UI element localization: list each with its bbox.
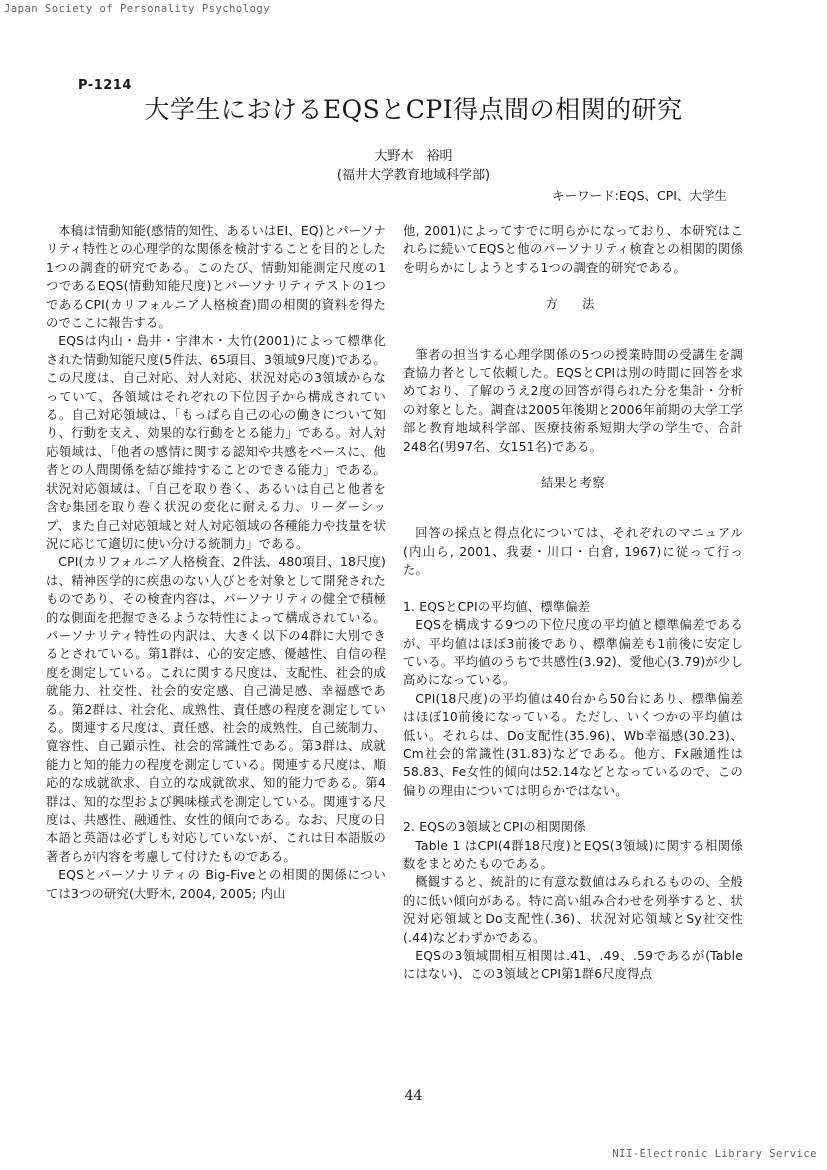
section2-paragraph: Table 1 はCPI(4群18尺度)とEQS(3領域)に関する相関係数をまとめたものである。 [403, 838, 743, 871]
continued-paragraph: 他, 2001)によってすでに明らかになっており、本研究はこれらに続いてEQSと他のパーソナリティ検査との相関的関係を明らかにしようとする1つの調査的研究である。 [403, 224, 743, 275]
section1-heading: 1. EQSとCPIの平均値、標準偏差 [403, 599, 591, 614]
results-heading: 結果と考察 [541, 476, 605, 491]
section1-paragraph: EQSを構成する9つの下位尺度の平均値と標準偏差であるが、平均値はほぼ3前後であり、標準偏差も1前後に安定している。平均値のうちで共感性(3.92)、愛他心(3.79)が少し高めになっている。 [403, 618, 743, 688]
section2-heading: 2. EQSの3領域とCPIの相関関係 [403, 820, 586, 835]
left-column [46, 222, 386, 903]
intro-paragraph: 本稿は情動知能(感情的知性、あるいはEI、EQ)とパーソナリティ特性との心理学的な関係を検討することを目的とした1つの調査的研究である。このたび、情動知能測定尺度の1つであるEQS(情動知能尺度)とパーソナリティテストの1つであるCPI(カリフォルニア人格検査)間の相関的資料を得たのでここに報告する。 [46, 224, 386, 331]
results-paragraph: 回答の採点と得点化については、それぞれのマニュアル(内山ら, 2001、我妻・川口・白倉, 1967)に従って行った。 [403, 526, 743, 578]
section2-paragraph: 概観すると、統計的に有意な数値はみられるものの、全般的に低い傾向がある。特に高い組み合わせを列挙すると、状況対応領域とDo支配性(.36)、状況対応領域とSy社交性(.44)などわずかである。 [403, 875, 743, 945]
cpi-paragraph: CPI(カリフォルニア人格検査、2件法、480項目、18尺度)は、精神医学的に疾患のない人びとを対象として開発されたものであり、その検査内容は、パーソナリティの健全で積極的な側面を把握できるような特性によって構成されている。パーソナリティ特性の内訳は、大きく以下の4群に大別できるとされている。第1群は、心的安定感、優越性、自信の程度を測定している。これに関する尺度は、支配性、社会的成就能力、社交性、社会的安定感、自己満足感、幸福感である。第2群は、社会化、成熟性、責任感の程度を測定している。関連する尺度は、責任感、社会的成熟性、自己統制力、寛容性、自己顕示性、社会的常識性である。第3群は、成就能力と知的能力の程度を測定している。関連する尺度は、順応的な成就欲求、自立的な成就欲求、知的能力である。第4群は、知的な型および興味様式を測定している。関連する尺度は、共感性、融通性、女性的傾向である。なお、尺度の日本語と英語は必ずしも対応していないが、これは日本語版の著者らが内容を考慮して付けたものである。 [46, 555, 386, 864]
nii-footer: NII-Electronic Library Service [612, 1148, 817, 1160]
society-header: Japan Society of Personality Psychology [4, 3, 271, 15]
section1-paragraph: CPI(18尺度)の平均値は40台から50台にあり、標準偏差はほぼ10前後になっている。ただし、いくつかの平均値は低い。それらは、Do支配性(35.96)、Wb幸福感(30.23)、Cm社会的常識性(31.83)などである。他方、Fx融通性は58.83、Fe女性的傾向は52.14などとなっているので、この偏りの理由については明らかではない。 [403, 691, 743, 798]
bigfive-paragraph: EQSとパーソナリティの Big-Fiveとの相関的関係については3つの研究(大野木, 2004, 2005; 内山 [46, 868, 386, 901]
eqs-paragraph: EQSは内山・島井・宇津木・大竹(2001)によって標準化された情動知能尺度(5件法、65項目、3領域9尺度)である。この尺度は、自己対応、対人対応、状況対応の3領域からなっていて、各領域はそれぞれの下位因子から構成されている。自己対応領域は、「もっぱら自己の心の働きについて知り、行動を支え、効果的な行動をとる能力」である。対人対応領域は、「他者の感情に関する認知や共感をベースに、他者との人間関係を結び維持することのできる能力」である。状況対応領域は、「自己を取り巻く、あるいは自己と他者を含む集団を取り巻く状況の変化に耐える力、リーダーシップ、また自己対応領域と対人対応領域の各種能力や技量を状況に応じて適切に使い分ける統制力」である。 [46, 334, 386, 551]
author-affiliation: (福井大学教育地域科学部) [336, 168, 491, 183]
method-heading: 方 法 [545, 297, 601, 312]
right-column [403, 222, 743, 984]
keywords: キーワード:EQS、CPI、大学生 [552, 188, 727, 203]
page-number: 44 [404, 1088, 423, 1104]
author-name: 大野木 裕明 [374, 149, 453, 164]
presentation-number: P-1214 [78, 78, 132, 93]
section2-paragraph: EQSの3領域間相互相関は.41、.49、.59であるが(Tableにはない)、この3領域とCPI第1群6尺度得点 [403, 949, 743, 982]
paper-title: 大学生におけるEQSとCPI得点間の相関的研究 [144, 95, 683, 124]
method-paragraph: 筆者の担当する心理学関係の5つの授業時間の受講生を調査協力者として依頼した。EQSとCPIは別の時間に回答を求めており、了解のうえ2度の回答が得られた分を集計・分析の対象とした。調査は2005年後期と2006年前期の大学工学部と教育地域科学部、医療技術系短期大学の学生で、合計248名(男97名、女151名)である。 [403, 347, 743, 454]
